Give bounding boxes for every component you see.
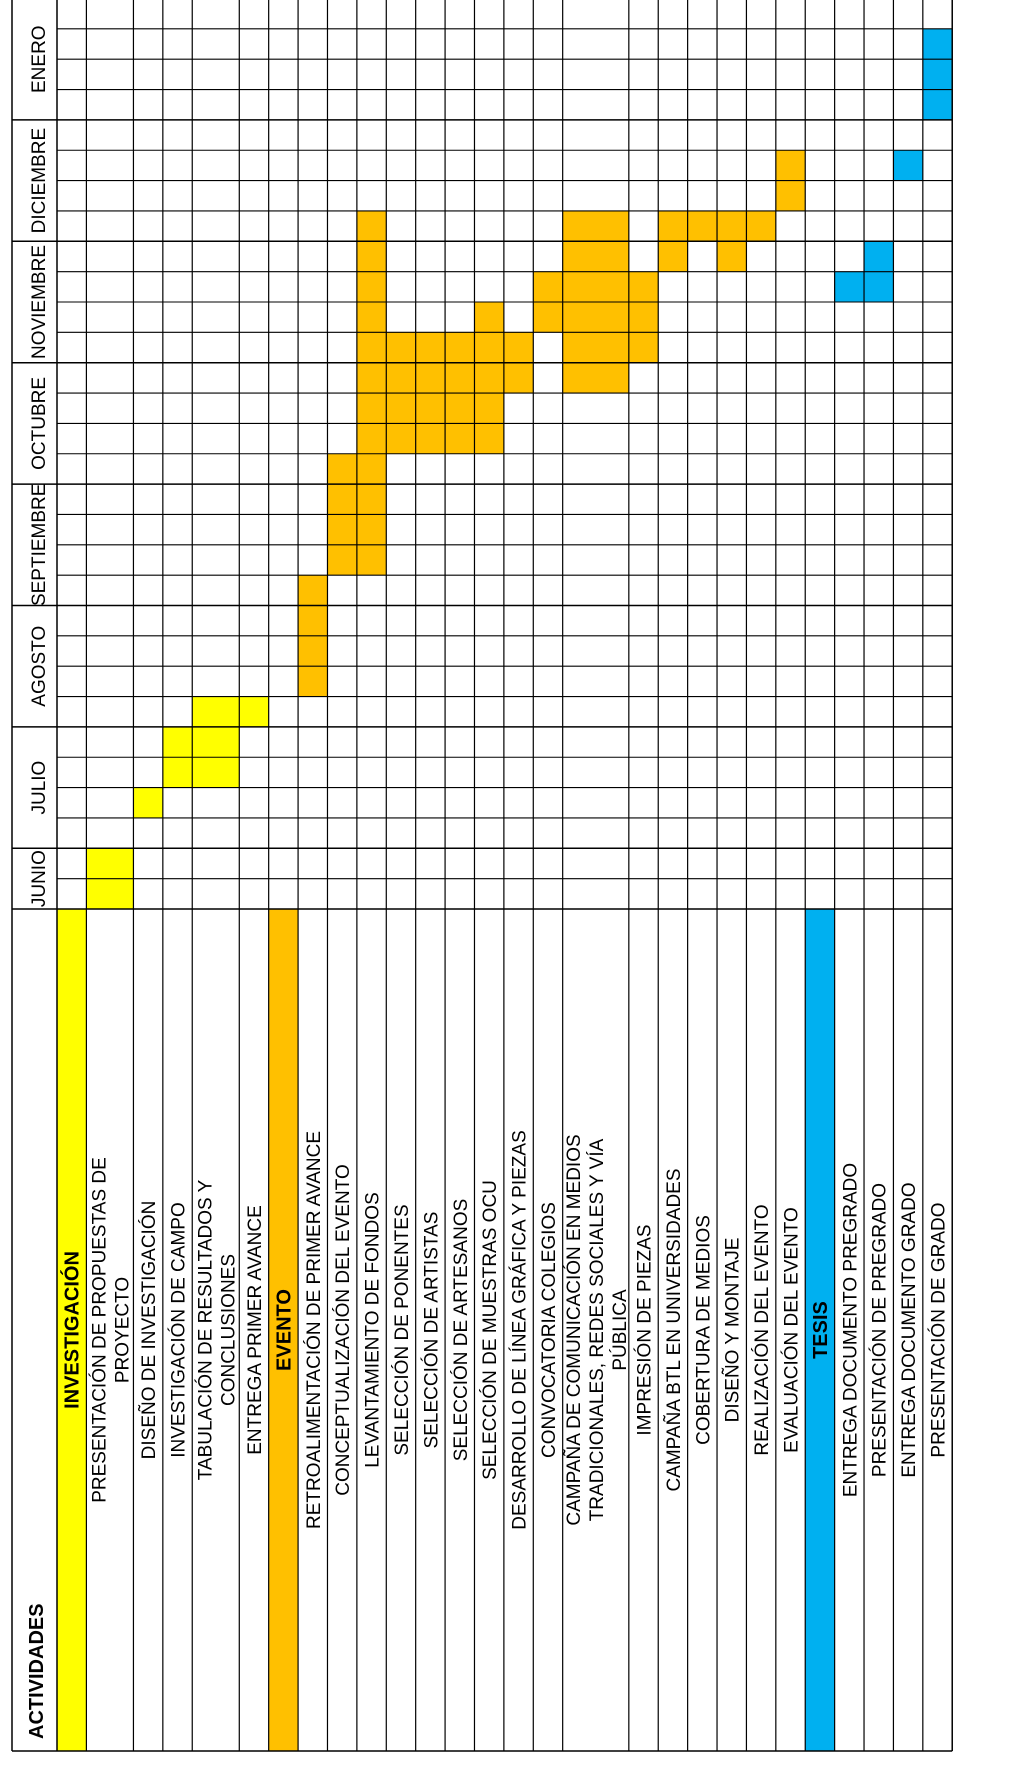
gantt-bar-cell [658, 211, 687, 241]
gantt-bar-cell [923, 29, 952, 59]
gantt-bar-cell [239, 697, 268, 727]
activity-label: DESARROLLO DE LÍNEA GRÁFICA Y PIEZAS [509, 1130, 531, 1530]
gantt-bar-cell [133, 788, 162, 818]
gantt-bar-cell [629, 272, 658, 302]
gantt-bar-cell [563, 241, 629, 271]
gantt-bar-cell [357, 514, 386, 544]
activity-label: TABULACIÓN DE RESULTADOS Y [195, 1179, 217, 1481]
gantt-bar-cell [445, 332, 474, 362]
section-label-investigacion: INVESTIGACIÓN [61, 1251, 84, 1409]
activity-label: LEVANTAMIENTO DE FONDOS [362, 1192, 384, 1468]
gantt-bar-cell [445, 393, 474, 423]
gantt-bar-cell [386, 332, 415, 362]
activity-label: DISEÑO Y MONTAJE [722, 1237, 744, 1423]
activity-label: IMPRESIÓN DE PIEZAS [634, 1224, 656, 1436]
gantt-bar-cell [629, 332, 658, 362]
month-header-enero: ENERO [29, 25, 50, 93]
activity-label: RETROALIMENTACIÓN DE PRIMER AVANCE [303, 1131, 325, 1529]
gantt-bar-cell [864, 272, 893, 302]
gantt-bar-cell [474, 363, 503, 393]
activity-label: ENTREGA DOCUMENTO GRADO [899, 1182, 921, 1478]
gantt-bar-cell [563, 302, 629, 332]
gantt-bar-cell [416, 363, 445, 393]
gantt-bar-cell [192, 757, 239, 787]
activity-label: TRADICIONALES, REDES SOCIALES Y VÍA [586, 1138, 608, 1522]
gantt-bar-cell [357, 484, 386, 514]
gantt-bar-cell [776, 150, 805, 180]
gantt-bar-cell [386, 393, 415, 423]
month-header-diciembre: DICIEMBRE [29, 127, 50, 234]
gantt-bar-cell [357, 363, 386, 393]
gantt-bar-cell [563, 363, 629, 393]
activity-label: COBERTURA DE MEDIOS [693, 1215, 715, 1445]
gantt-bar-cell [445, 423, 474, 453]
gantt-bar-cell [474, 393, 503, 423]
gantt-bar-cell [533, 272, 562, 302]
gantt-bar-cell [563, 211, 629, 241]
activity-label: EVALUACIÓN DEL EVENTO [781, 1207, 803, 1453]
gantt-bar-cell [327, 514, 356, 544]
gantt-bar-cell [357, 454, 386, 484]
activity-label: SELECCIÓN DE ARTESANOS [450, 1198, 472, 1462]
activity-label: CONCEPTUALIZACIÓN DEL EVENTO [333, 1164, 355, 1496]
month-header-noviembre: NOVIEMBRE [29, 244, 50, 360]
gantt-bar-cell [357, 545, 386, 575]
activity-label: PRESENTACIÓN DE PROPUESTAS DE [89, 1157, 111, 1503]
gantt-bar-cell [357, 241, 386, 271]
gantt-bar-cell [629, 302, 658, 332]
gantt-bar-cell [923, 90, 952, 120]
gantt-bar-cell [533, 302, 562, 332]
activity-label: DISEÑO DE INVESTIGACIÓN [139, 1200, 161, 1460]
gantt-bar-cell [163, 757, 192, 787]
activity-label: SELECCIÓN DE MUESTRAS OCU [480, 1180, 502, 1480]
gantt-bar-cell [563, 332, 629, 362]
activity-label: CONVOCATORIA COLEGIOS [538, 1202, 560, 1458]
activity-label: PRESENTACIÓN DE GRADO [928, 1202, 950, 1458]
gantt-bar-cell [835, 272, 864, 302]
gantt-bar-cell [445, 363, 474, 393]
gantt-bar-cell [357, 423, 386, 453]
gantt-bar-cell [416, 423, 445, 453]
gantt-bar-cell [746, 211, 775, 241]
gantt-bar-cell [893, 150, 922, 180]
gantt-bar-cell [357, 332, 386, 362]
gantt-bar-cell [357, 302, 386, 332]
activity-label: CONCLUSIONES [218, 1253, 240, 1407]
activity-label: ENTREGA PRIMER AVANCE [244, 1205, 266, 1455]
gantt-bar-cell [327, 454, 356, 484]
gantt-bar-cell [327, 484, 356, 514]
gantt-bar-cell [474, 332, 503, 362]
month-header-julio: JULIO [29, 760, 50, 815]
month-header-septiembre: SEPTIEMBRE [29, 483, 50, 607]
gantt-bar-cell [386, 423, 415, 453]
activities-header: ACTIVIDADES [26, 1603, 48, 1739]
activity-label: SELECCIÓN DE ARTISTAS [421, 1211, 443, 1449]
month-header-agosto: AGOSTO [29, 625, 50, 707]
gantt-bar-cell [298, 606, 327, 636]
gantt-bar-cell [386, 363, 415, 393]
gantt-bar-cell [357, 211, 386, 241]
gantt-bar-cell [717, 211, 746, 241]
activity-label: SELECCIÓN DE PONENTES [391, 1204, 413, 1456]
gantt-bar-cell [474, 423, 503, 453]
section-label-tesis: TESIS [809, 1301, 832, 1359]
gantt-bar-cell [416, 332, 445, 362]
gantt-bar-cell [923, 59, 952, 89]
gantt-bar-cell [864, 241, 893, 271]
gantt-bar-cell [86, 848, 133, 878]
gantt-bar-cell [504, 363, 533, 393]
gantt-bar-cell [192, 727, 239, 757]
activity-label: CAMPAÑA BTL EN UNIVERSIDADES [663, 1168, 685, 1492]
activity-label: PROYECTO [112, 1276, 134, 1384]
gantt-bar-cell [776, 181, 805, 211]
gantt-bar-cell [717, 241, 746, 271]
gantt-bar-cell [416, 393, 445, 423]
gantt-bar-cell [357, 393, 386, 423]
activity-label: INVESTIGACIÓN DE CAMPO [168, 1202, 190, 1458]
gantt-bar-cell [298, 636, 327, 666]
gantt-bar-cell [357, 272, 386, 302]
gantt-bar-cell [563, 272, 629, 302]
activity-label: PRESENTACIÓN DE PREGRADO [869, 1182, 891, 1478]
activity-label: CAMPAÑA DE COMUNICACIÓN EN MEDIOS [563, 1134, 585, 1526]
activity-label: PÚBLICA [609, 1289, 631, 1371]
gantt-bar-cell [688, 211, 717, 241]
gantt-bar-cell [298, 666, 327, 696]
gantt-bar-cell [474, 302, 503, 332]
activity-label: REALIZACIÓN DEL EVENTO [752, 1204, 774, 1456]
activity-label: ENTREGA DOCUMENTO PREGRADO [840, 1162, 862, 1498]
gantt-bar-cell [298, 575, 327, 605]
month-header-junio: JUNIO [29, 850, 50, 908]
gantt-bar-cell [163, 727, 192, 757]
gantt-bar-cell [658, 241, 687, 271]
gantt-bar-cell [86, 879, 133, 909]
gantt-bar-cell [192, 697, 239, 727]
gantt-bar-cell [504, 332, 533, 362]
section-label-evento: EVENTO [273, 1289, 296, 1371]
gantt-bar-cell [327, 545, 356, 575]
month-header-octubre: OCTUBRE [29, 376, 50, 470]
